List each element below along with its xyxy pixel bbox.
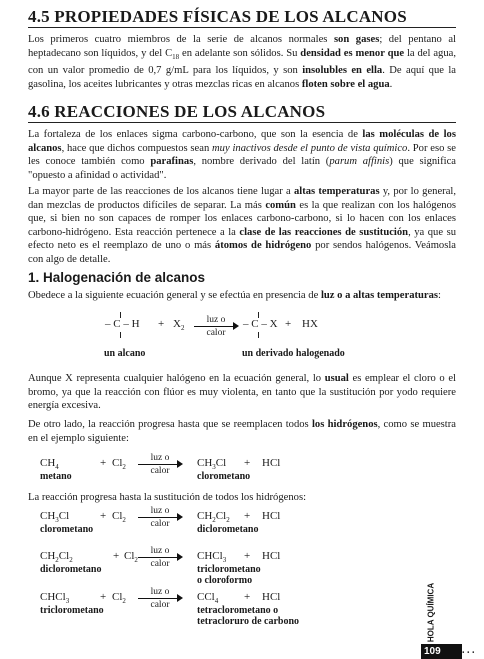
- reaction-arrow: luz o calor: [138, 546, 182, 568]
- reactant-formula: $CH_4$: [40, 457, 59, 472]
- chlorine-formula: $Cl_2$: [124, 550, 138, 565]
- halogen-choice-paragraph: Aunque X representa cualquier halógeno en la ecuación general, lo usual es emplear el cloro o el bromo, ya que la reacción con flúor es muy violenta, en tanto que la sustitución por yodo requiere energía excesiva.: [28, 373, 456, 412]
- product-formula: CHCl$_3$: [197, 550, 227, 565]
- product-name: triclorometano: [197, 564, 261, 575]
- eq-alkane: – C – H: [105, 318, 140, 330]
- hcl-formula: HCl: [262, 457, 281, 469]
- eq-halogen: $X_2$: [173, 318, 185, 333]
- page-dots: . . .: [462, 645, 475, 656]
- plus-sign: +: [113, 550, 120, 562]
- eq-hx: HX: [302, 318, 318, 330]
- reactant-name: triclorometano: [40, 605, 104, 616]
- section-4-6-paragraph-1: La fortaleza de los enlaces sigma carbono-carbono, que son la esencia de las moléculas de los alcanos, hace que dichos compuestos sean muy inactivos desde el punto de vista químico. Por eso se les conoce también como parafinas, nombre derivado del latín (parum affinis) que significa "opuesto a afinidad o actividad".: [28, 129, 456, 181]
- reaction-arrow: luz o calor: [138, 453, 182, 475]
- plus-sign: +: [244, 550, 251, 562]
- product-name: diclorometano: [197, 524, 259, 535]
- reactant-formula: CHCl$_3$: [40, 591, 70, 606]
- label-alkane: un alcano: [104, 348, 146, 359]
- reaction-arrow: luz o calor: [194, 315, 238, 337]
- reactant-name: metano: [40, 471, 72, 482]
- eq-halide: – C – X: [243, 318, 278, 330]
- reactant-formula: $CH_3Cl$: [40, 510, 70, 525]
- plus-sign: +: [100, 591, 107, 603]
- reactant-formula: $CH_2Cl_2$: [40, 550, 73, 565]
- product-name: tetraclorometano o: [197, 605, 279, 616]
- plus-sign: +: [244, 510, 251, 522]
- page-number: 109: [421, 644, 462, 659]
- halogenation-heading: 1. Halogenación de alcanos: [28, 270, 206, 285]
- book-side-label: HOLA QUÍMICA: [426, 582, 436, 643]
- hcl-formula: HCl: [262, 510, 281, 522]
- product-name-alt: tetracloruro de carbono: [197, 616, 300, 627]
- product-formula: $CH_2Cl_2$: [197, 510, 230, 525]
- reaction-arrow: luz o calor: [138, 587, 182, 609]
- chlorine-formula: $Cl_2$: [112, 591, 126, 606]
- bond-line: [120, 332, 121, 338]
- plus-sign: +: [244, 591, 251, 603]
- product-name-alt: o cloroformo: [197, 575, 253, 586]
- eq-plus: +: [285, 318, 292, 330]
- halogenation-intro: Obedece a la siguiente ecuación general y se efectúa en presencia de luz o a altas temperaturas:: [28, 290, 441, 301]
- hcl-formula: HCl: [262, 550, 281, 562]
- plus-sign: +: [100, 510, 107, 522]
- product-name: clorometano: [197, 471, 251, 482]
- reaction-arrow: luz o calor: [138, 506, 182, 528]
- label-halide: un derivado halogenado: [242, 348, 345, 359]
- product-formula: CCl$_4$: [197, 591, 219, 606]
- section-4-5-title: 4.5 PROPIEDADES FÍSICAS DE LOS ALCANOS: [28, 7, 407, 26]
- bond-line: [258, 332, 259, 338]
- progression-paragraph: De otro lado, la reacción progresa hasta que se reemplacen todos los hidrógenos, como se muestra en el ejemplo siguiente:: [28, 419, 456, 444]
- plus-sign: +: [100, 457, 107, 469]
- total-substitution-paragraph: La reacción progresa hasta la sustitución de todos los hidrógenos:: [28, 492, 307, 503]
- product-formula: $CH_3Cl$: [197, 457, 227, 472]
- reactant-name: clorometano: [40, 524, 94, 535]
- section-4-5-paragraph: Los primeros cuatro miembros de la serie de alcanos normales son gases; del pentano al heptadecano son líquidos, y del $C_{18}$ en adelante son sólidos. Su densidad es menor que la del agua, con un valor promedio de 0,7 g/mL para los líquidos, y son insolubles en ella. De aquí que la gasolina, los aceites lubricantes y otras mezclas ricas en alcanos floten sobre el agua.: [28, 34, 456, 90]
- chlorine-formula: $Cl_2$: [112, 510, 126, 525]
- hcl-formula: HCl: [262, 591, 281, 603]
- section-4-6-paragraph-2: La mayor parte de las reacciones de los alcanos tiene lugar a altas temperaturas y, por lo general, dan mezclas de productos difíciles de separar. La más común es la que realizan con los halógenos que, si bien no son capaces de romper los enlaces carbono-carbono, si lo hacen con los enlaces carbono-hidrógeno. Esta reacción pertenece a la clase de las reacciones de sustitución, ya que su efecto neto es el reemplazo de uno o más átomos de hidrógeno por sendos halógenos. Veámosla con algo de detalle.: [28, 186, 457, 265]
- reactant-name: diclorometano: [40, 564, 102, 575]
- eq-plus: +: [158, 318, 165, 330]
- section-4-6-rule: [28, 122, 456, 123]
- chlorine-formula: $Cl_2$: [112, 457, 126, 472]
- section-4-5-rule: [28, 27, 456, 28]
- plus-sign: +: [244, 457, 251, 469]
- section-4-6-title: 4.6 REACCIONES DE LOS ALCANOS: [28, 102, 326, 121]
